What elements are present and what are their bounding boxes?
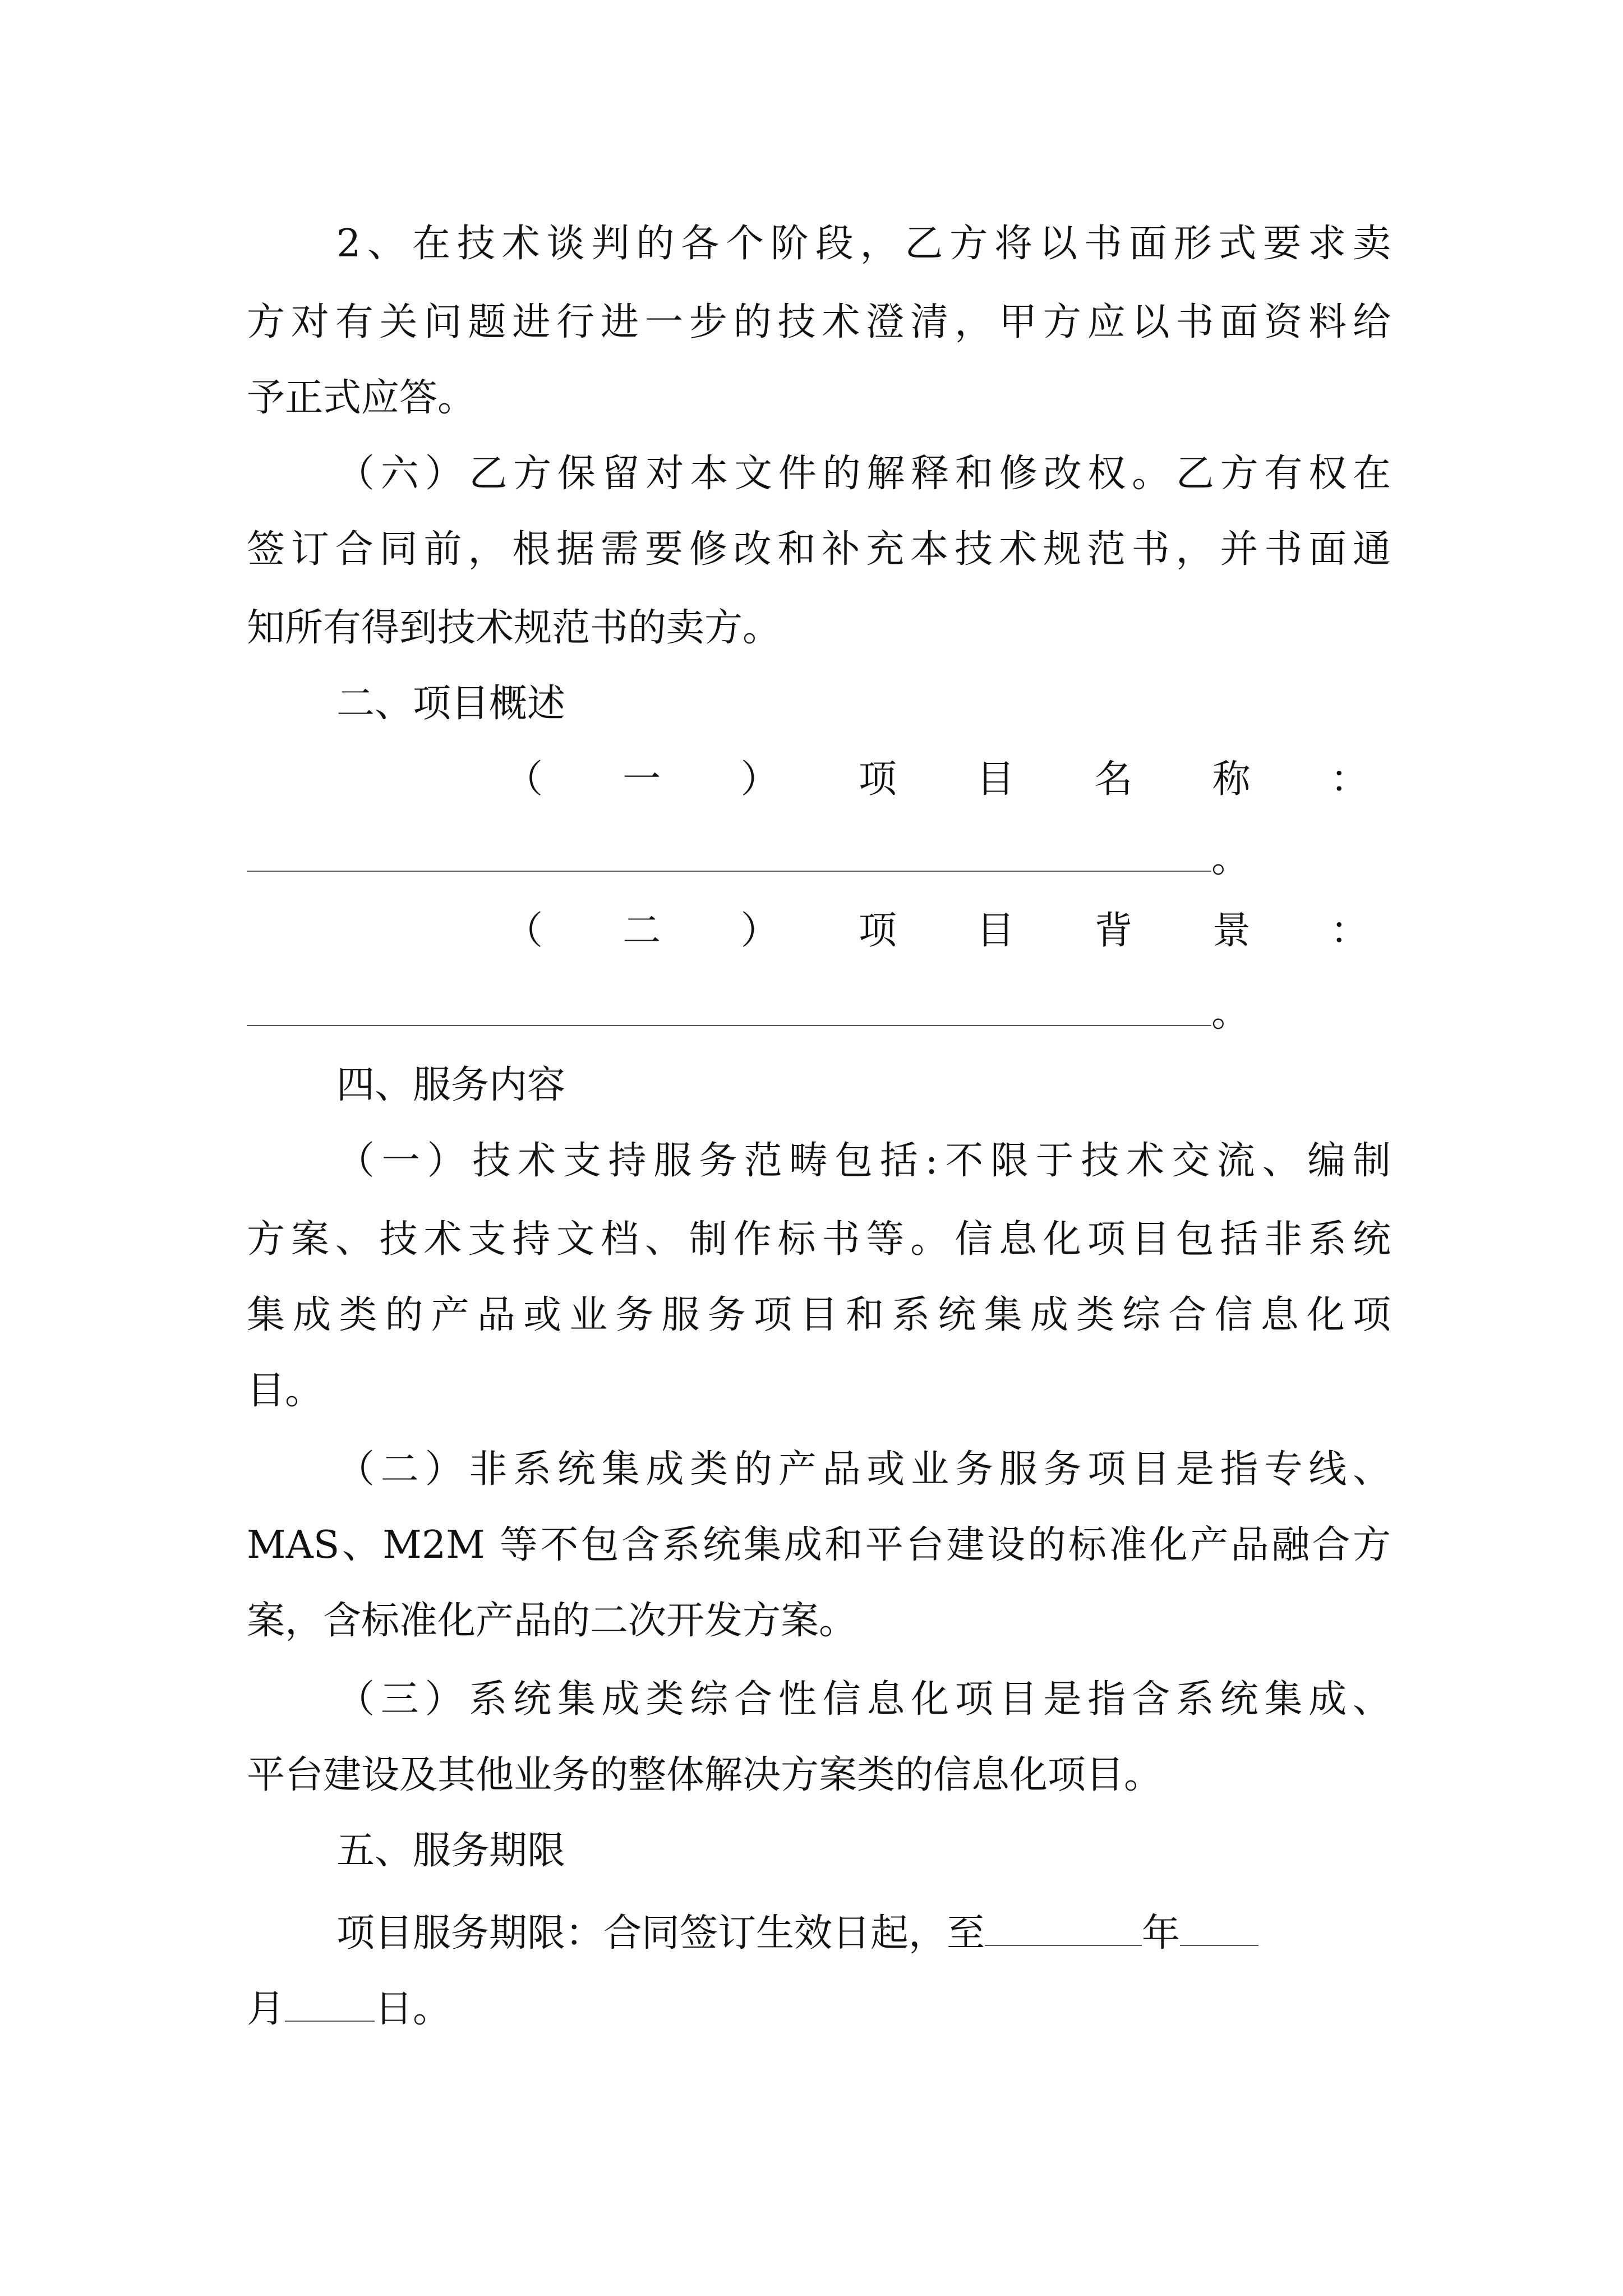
char: 项 bbox=[858, 757, 897, 802]
month-label: 月 bbox=[247, 1987, 285, 2031]
char: 名 bbox=[1094, 757, 1133, 802]
day-blank[interactable] bbox=[285, 1980, 375, 2022]
paragraph-line: 方对有关问题进行进一步的技术澄清，甲方应以书面资料给 bbox=[247, 300, 1391, 344]
service-period-line-2 bbox=[247, 1980, 1391, 2031]
section-heading: 二、项目概述 bbox=[336, 682, 566, 726]
paragraph-line: 2、在技术谈判的各个阶段，乙方将以书面形式要求卖 bbox=[336, 222, 1391, 266]
paragraph-line: 集成类的产品或业务服务项目和系统集成类综合信息化项 bbox=[247, 1293, 1391, 1337]
service-period-line bbox=[336, 1904, 1391, 1955]
year-blank[interactable] bbox=[985, 1904, 1142, 1946]
paragraph-line: 平台建设及其他业务的整体解决方案类的信息化项目。 bbox=[247, 1753, 1163, 1797]
char: （ bbox=[505, 757, 543, 802]
paragraph-line: 知所有得到技术规范书的卖方。 bbox=[247, 606, 781, 650]
paragraph-line: （三）系统集成类综合性信息化项目是指含系统集成、 bbox=[336, 1677, 1391, 1722]
item-heading-background bbox=[505, 906, 1368, 956]
char: 目 bbox=[976, 909, 1015, 953]
service-period-label: 项目服务期限：合同签订生效日起，至 bbox=[336, 1911, 985, 1955]
day-label: 日。 bbox=[375, 1987, 451, 2031]
paragraph-line: 方案、技术支持文档、制作标书等。信息化项目包括非系统 bbox=[247, 1217, 1391, 1262]
fill-in-blank[interactable] bbox=[247, 984, 1211, 1026]
paragraph-line: 签订合同前，根据需要修改和补充本技术规范书，并书面通 bbox=[247, 527, 1391, 572]
period: 。 bbox=[1211, 837, 1250, 881]
paragraph-line: 予正式应答。 bbox=[247, 376, 476, 420]
item-heading-name bbox=[505, 754, 1368, 805]
char: （ bbox=[505, 909, 543, 953]
char: 称 bbox=[1212, 757, 1251, 802]
char: ： bbox=[1330, 909, 1368, 953]
char: 一 bbox=[623, 757, 661, 802]
paragraph-line: （一）技术支持服务范畴包括:不限于技术交流、编制 bbox=[336, 1139, 1391, 1183]
paragraph-line: 案，含标准化产品的二次开发方案。 bbox=[247, 1599, 857, 1643]
section-heading: 五、服务期限 bbox=[336, 1829, 566, 1873]
paragraph-line: （六）乙方保留对本文件的解释和修改权。乙方有权在 bbox=[336, 452, 1391, 496]
char: 背 bbox=[1094, 909, 1133, 953]
char: 二 bbox=[623, 909, 661, 953]
char: 目 bbox=[976, 757, 1015, 802]
year-label: 年 bbox=[1142, 1911, 1181, 1955]
fill-in-blank[interactable] bbox=[247, 830, 1211, 872]
paragraph-line: MAS、M2M 等不包含系统集成和平台建设的标准化产品融合方 bbox=[247, 1523, 1391, 1567]
project-background-field[interactable] bbox=[247, 984, 1249, 1035]
char: 项 bbox=[858, 909, 897, 953]
char: 景 bbox=[1212, 909, 1251, 953]
paragraph-line: （二）非系统集成类的产品或业务服务项目是指专线、 bbox=[336, 1447, 1391, 1492]
period: 。 bbox=[1211, 991, 1250, 1036]
project-name-field[interactable] bbox=[247, 830, 1249, 881]
section-heading: 四、服务内容 bbox=[336, 1063, 566, 1107]
paragraph-line: 目。 bbox=[247, 1369, 324, 1413]
char: ） bbox=[740, 757, 779, 802]
char: ） bbox=[740, 909, 779, 953]
month-blank[interactable] bbox=[1180, 1904, 1258, 1946]
char: ： bbox=[1330, 757, 1368, 802]
